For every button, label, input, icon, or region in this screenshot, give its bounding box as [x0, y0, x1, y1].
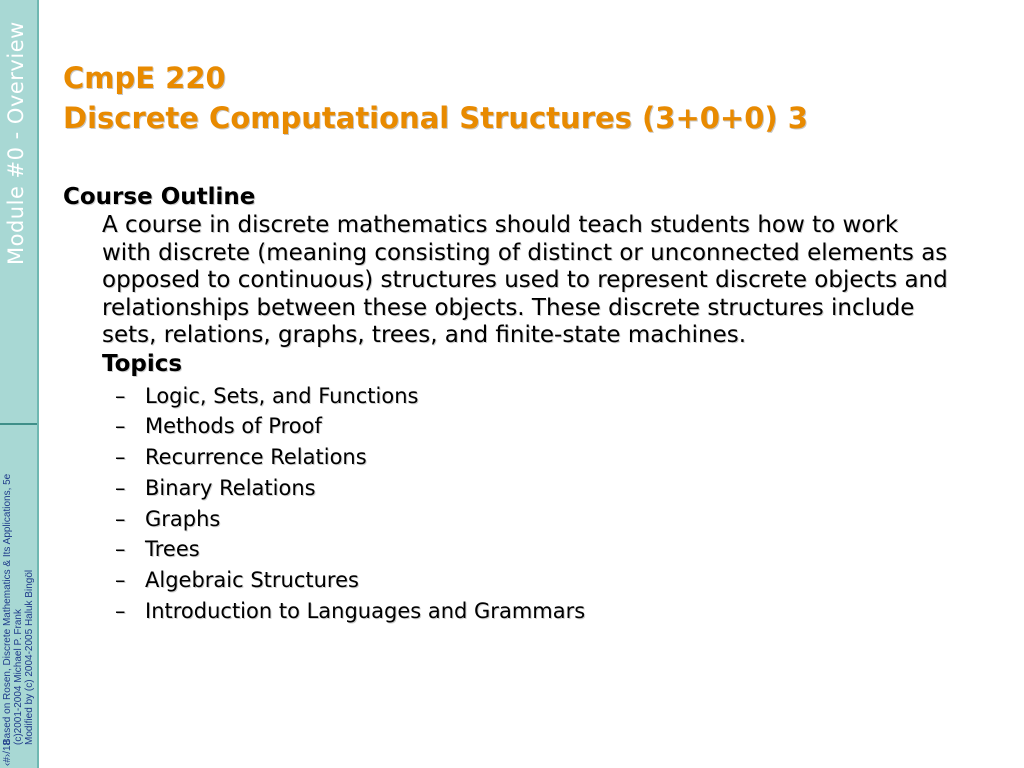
- credits: [2, 474, 35, 745]
- topic-item: [115, 473, 963, 504]
- topic-item: [115, 565, 963, 596]
- title-line-course-code: CmpE 220: [63, 61, 226, 95]
- dash-bullet: –: [115, 445, 126, 470]
- topic-item: [115, 534, 963, 565]
- dash-bullet: –: [115, 506, 126, 531]
- outline-heading: Course Outline: [63, 184, 256, 210]
- dash-bullet: –: [115, 383, 126, 408]
- outline-description: A course in discrete mathematics should teach students how to work with discrete (meaning consisting of distinct or unconnected elements as opposed to continuous) structures used to represent discrete objects and relationships between these objects. These discrete structures include sets, relations, graphs, trees, and finite-state machines.: [102, 212, 948, 348]
- credit-line: (c)2001-2004 Michael P. Frank: [13, 609, 24, 745]
- title-line-course-name: Discrete Computational Structures (3+0+0) 3: [63, 101, 808, 135]
- topic-item: [115, 596, 963, 627]
- slide-title: [63, 58, 808, 138]
- sidebar: [0, 0, 39, 768]
- topics-list: [115, 381, 963, 627]
- topics-heading: Topics: [102, 350, 183, 377]
- topic-label: Logic, Sets, and Functions: [145, 383, 419, 408]
- topic-label: Recurrence Relations: [145, 445, 367, 470]
- topic-label: Graphs: [145, 506, 221, 531]
- dash-bullet: –: [115, 414, 126, 439]
- topic-label: Introduction to Languages and Grammars: [145, 599, 586, 624]
- dash-bullet: –: [115, 475, 126, 500]
- dash-bullet: –: [115, 537, 126, 562]
- topic-item: [115, 381, 963, 412]
- credit-line: Modified by (c) 2004-2005 Haluk Bingöl: [24, 569, 35, 745]
- module-title: Module #0 - Overview: [4, 21, 28, 265]
- slide-content: [63, 182, 963, 627]
- topic-label: Trees: [145, 537, 200, 562]
- sidebar-divider: [0, 423, 37, 425]
- topic-item: [115, 442, 963, 473]
- topic-label: Algebraic Structures: [145, 568, 359, 593]
- credit-line: Based on Rosen, Discrete Mathematics & Its Applications, 5e: [2, 473, 13, 745]
- page-number: ‹#›/18: [2, 739, 13, 766]
- dash-bullet: –: [115, 568, 126, 593]
- dash-bullet: –: [115, 599, 126, 624]
- topic-label: Binary Relations: [145, 475, 316, 500]
- topic-item: [115, 411, 963, 442]
- topic-label: Methods of Proof: [145, 414, 322, 439]
- topic-item: [115, 504, 963, 535]
